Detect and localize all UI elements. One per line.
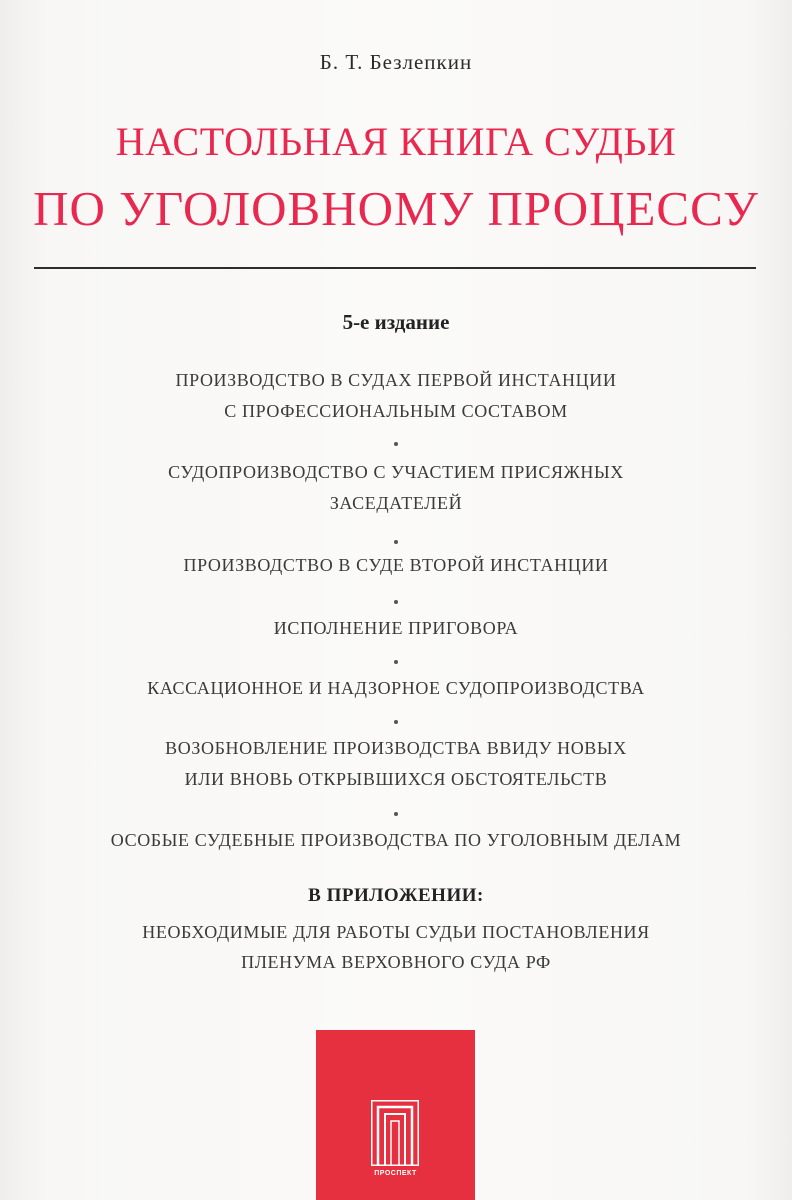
- contents-item: С ПРОФЕССИОНАЛЬНЫМ СОСТАВОМ: [224, 401, 568, 421]
- bullet-separator: [394, 812, 398, 816]
- contents-item: ЗАСЕДАТЕЛЕЙ: [329, 493, 463, 513]
- bullet-separator: [394, 720, 398, 724]
- bullet-separator: [394, 442, 398, 446]
- contents-item: ИСПОЛНЕНИЕ ПРИГОВОРА: [273, 618, 519, 638]
- contents-item: ИЛИ ВНОВЬ ОТКРЫВШИХСЯ ОБСТОЯТЕЛЬСТВ: [184, 769, 608, 789]
- publisher-logo: [316, 1030, 475, 1200]
- appendix-line-2: ПЛЕНУМА ВЕРХОВНОГО СУДА РФ: [241, 952, 551, 972]
- appendix-line-1: НЕОБХОДИМЫЕ ДЛЯ РАБОТЫ СУДЬИ ПОСТАНОВЛЕНИЯ: [142, 922, 650, 942]
- publisher-emblem-icon: [371, 1100, 419, 1166]
- contents-item: ПРОИЗВОДСТВО В СУДАХ ПЕРВОЙ ИНСТАНЦИИ: [175, 370, 617, 390]
- contents-item: СУДОПРОИЗВОДСТВО С УЧАСТИЕМ ПРИСЯЖНЫХ: [168, 462, 624, 482]
- appendix-heading: В ПРИЛОЖЕНИИ:: [308, 885, 484, 906]
- contents-item: ОСОБЫЕ СУДЕБНЫЕ ПРОИЗВОДСТВА ПО УГОЛОВНЫМ ДЕЛАМ: [110, 830, 682, 850]
- bullet-separator: [394, 660, 398, 664]
- publisher-name: ПРОСПЕКТ: [374, 1170, 417, 1177]
- author-name: Б. Т. Безлепкин: [319, 50, 473, 74]
- contents-item: ПРОИЗВОДСТВО В СУДЕ ВТОРОЙ ИНСТАНЦИИ: [183, 555, 609, 575]
- bullet-separator: [394, 600, 398, 604]
- title-divider: [34, 267, 756, 269]
- edition-label: 5-е издание: [342, 310, 450, 334]
- bullet-separator: [394, 540, 398, 544]
- contents-item: КАССАЦИОННОЕ И НАДЗОРНОЕ СУДОПРОИЗВОДСТВА: [147, 678, 645, 698]
- contents-item: ВОЗОБНОВЛЕНИЕ ПРОИЗВОДСТВА ВВИДУ НОВЫХ: [165, 738, 627, 758]
- title-line-2: ПО УГОЛОВНОМУ ПРОЦЕССУ: [33, 181, 759, 236]
- title-line-1: НАСТОЛЬНАЯ КНИГА СУДЬИ: [115, 119, 677, 164]
